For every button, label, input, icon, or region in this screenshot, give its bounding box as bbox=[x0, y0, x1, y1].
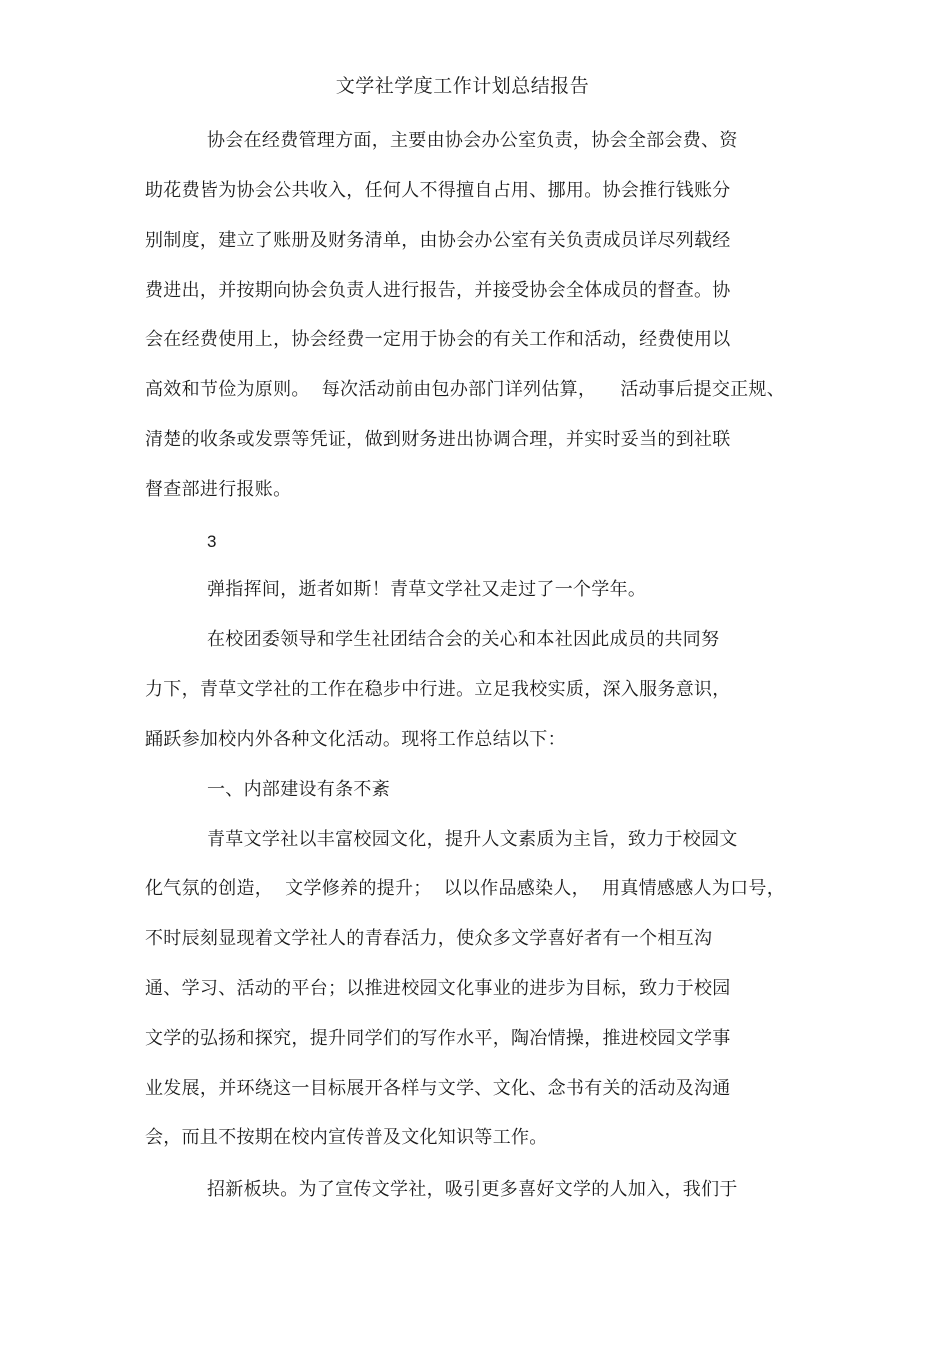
paragraph-line: 费进出，并按期向协会负责人进行报告，并接受协会全体成员的督查。协 bbox=[145, 280, 731, 301]
document-title: 文学社学度工作计划总结报告 bbox=[335, 75, 590, 97]
paragraph-line: 督查部进行报账。 bbox=[145, 479, 292, 500]
paragraph-line: 力下，青草文学社的工作在稳步中行进。立足我校实质，深入服务意识， bbox=[145, 679, 731, 700]
paragraph-line: 招新板块。为了宣传文学社，吸引更多喜好文学的人加入，我们于 bbox=[207, 1179, 738, 1200]
paragraph-line: 不时辰刻显现着文学社人的青春活力，使众多文学喜好者有一个相互沟 bbox=[145, 928, 713, 949]
paragraph-line: 会在经费使用上，协会经费一定用于协会的有关工作和活动，经费使用以 bbox=[145, 329, 731, 350]
paragraph-line: 别制度，建立了账册及财务清单，由协会办公室有关负责成员详尽列载经 bbox=[145, 230, 731, 251]
paragraph-line: 通、学习、活动的平台；以推进校园文化事业的进步为目标，致力于校园 bbox=[145, 978, 731, 999]
section-heading: 一、内部建设有条不紊 bbox=[207, 779, 390, 800]
paragraph-line: 会，而且不按期在校内宣传普及文化知识等工作。 bbox=[145, 1127, 548, 1148]
paragraph-line: 弹指挥间，逝者如斯！青草文学社又走过了一个学年。 bbox=[207, 579, 647, 600]
paragraph-line: 青草文学社以丰富校园文化，提升人文素质为主旨，致力于校园文 bbox=[207, 829, 738, 850]
paragraph-line: 化气氛的创造， 文学修养的提升； 以以作品感染人， 用真情感感人为口号， bbox=[145, 878, 786, 899]
paragraph-line: 助花费皆为协会公共收入，任何人不得擅自占用、挪用。协会推行钱账分 bbox=[145, 180, 731, 201]
paragraph-line: 文学的弘扬和探究，提升同学们的写作水平，陶冶情操，推进校园文学事 bbox=[145, 1028, 731, 1049]
paragraph-line: 在校团委领导和学生社团结合会的关心和本社因此成员的共同努 bbox=[207, 629, 720, 650]
paragraph-line: 高效和节俭为原则。 每次活动前由包办部门详列估算， 活动事后提交正规、 bbox=[145, 379, 786, 400]
paragraph-line: 踊跃参加校内外各种文化活动。现将工作总结以下： bbox=[145, 729, 566, 750]
paragraph-line: 协会在经费管理方面，主要由协会办公室负责，协会全部会费、资 bbox=[207, 130, 738, 151]
paragraph-line: 业发展，并环绕这一目标展开各样与文学、文化、念书有关的活动及沟通 bbox=[145, 1078, 731, 1099]
paragraph-line: 清楚的收条或发票等凭证，做到财务进出协调合理，并实时妥当的到社联 bbox=[145, 429, 731, 450]
section-number: 3 bbox=[207, 532, 217, 551]
